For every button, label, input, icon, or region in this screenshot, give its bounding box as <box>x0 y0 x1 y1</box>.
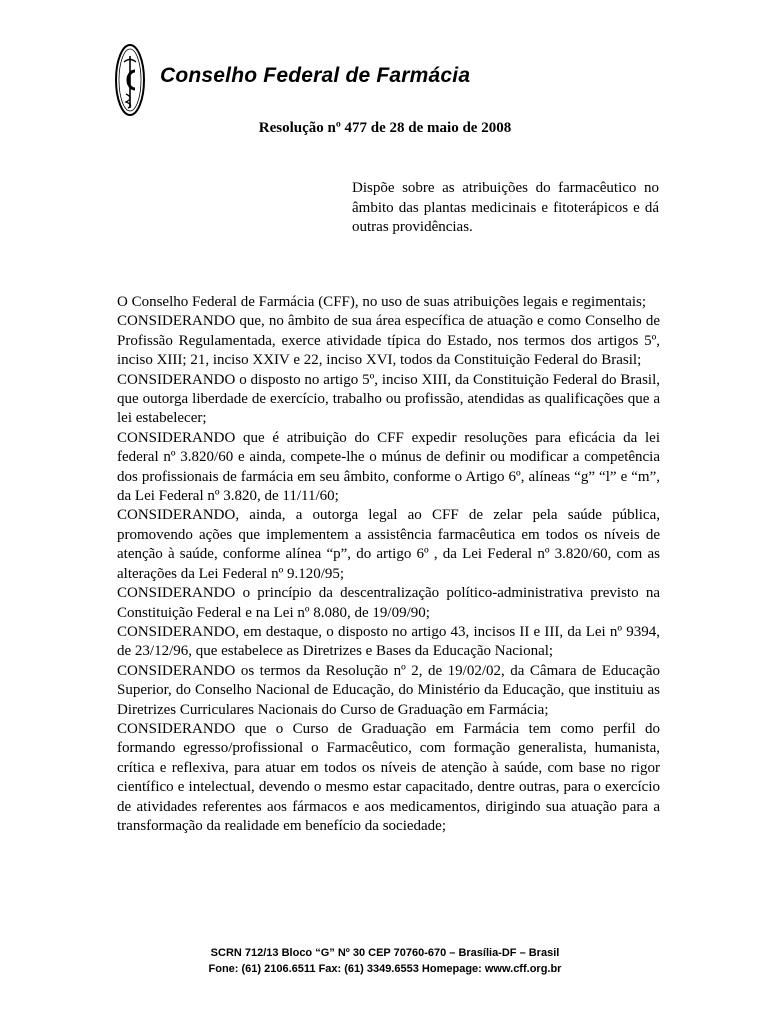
paragraph: O Conselho Federal de Farmácia (CFF), no uso de suas atribuições legais e regimentais; <box>117 294 647 310</box>
resolution-summary: Dispõe sobre as atribuições do farmacêutico no âmbito das plantas medicinais e fitoterápicos e dá outras providências. <box>352 180 659 235</box>
paragraph: CONSIDERANDO o princípio da descentralização político-administrativa previsto na Constituição Federal e na Lei nº 8.080, de 19/09/90; <box>117 585 660 621</box>
page-footer <box>0 945 770 977</box>
paragraph: CONSIDERANDO que é atribuição do CFF expedir resoluções para eficácia da lei federal nº 3.820/60 e ainda, compete-lhe o múnus de definir ou modificar a competência dos profissionais de farmácia em seu âmbito, conforme o Artigo 6º, alíneas “g” “l” e “m”, da Lei Federal nº 3.820, de 11/11/60; <box>117 429 660 505</box>
org-name: Conselho Federal de Farmácia <box>160 64 471 87</box>
paragraph: CONSIDERANDO, ainda, a outorga legal ao CFF de zelar pela saúde pública, promovendo ações que implementem a assistência farmacêutica em todos os níveis de atenção à saúde, conforme alínea “p”, do artigo 6º , da Lei Federal nº 3.820/60, com as alterações da Lei Federal nº 9.120/95; <box>117 507 660 582</box>
paragraph: CONSIDERANDO que, no âmbito de sua área específica de atuação e como Conselho de Profissão Regulamentada, exerce atividade típica do Estado, nos termos dos artigos 5º, inciso XIII; 21, inciso XXIV e 22, inciso XVI, todos da Constituição Federal do Brasil; <box>117 313 660 369</box>
paragraph: CONSIDERANDO que o Curso de Graduação em Farmácia tem como perfil do formando egresso/profissional o Farmacêutico, com formação generalista, humanista, crítica e reflexiva, para atuar em todos os níveis de atenção à saúde, com base no rigor científico e intelectual, devendo o mesmo estar capacitado, dentre outras, para o exercício de atividades referentes aos fármacos e aos medicamentos, dirigindo sua atuação para a transformação da realidade em benefício da sociedade; <box>117 720 660 834</box>
resolution-body <box>117 293 660 836</box>
paragraph: CONSIDERANDO, em destaque, o disposto no artigo 43, incisos II e III, da Lei nº 9394, de 23/12/96, que estabelece as Diretrizes e Bases da Educação Nacional; <box>117 623 660 660</box>
cff-logo <box>114 42 146 118</box>
resolution-title: Resolução nº 477 de 28 de maio de 2008 <box>258 120 512 136</box>
footer-address: SCRN 712/13 Bloco “G” Nº 30 CEP 70760-670 – Brasília-DF – Brasil <box>210 947 560 959</box>
pharmacy-caduceus-seal-icon <box>114 42 146 118</box>
paragraph: CONSIDERANDO o disposto no artigo 5º, inciso XIII, da Constituição Federal do Brasil, que outorga liberdade de exercício, trabalho ou profissão, atendidas as qualificações que a lei estabelecer; <box>117 371 660 427</box>
footer-contact: Fone: (61) 2106.6511 Fax: (61) 3349.6553 Homepage: www.cff.org.br <box>208 963 562 975</box>
paragraph: CONSIDERANDO os termos da Resolução nº 2, de 19/02/02, da Câmara de Educação Superior, do Conselho Nacional de Educação, do Ministério da Educação, que instituiu as Diretrizes Curriculares Nacionais do Curso de Graduação em Farmácia; <box>117 662 660 718</box>
